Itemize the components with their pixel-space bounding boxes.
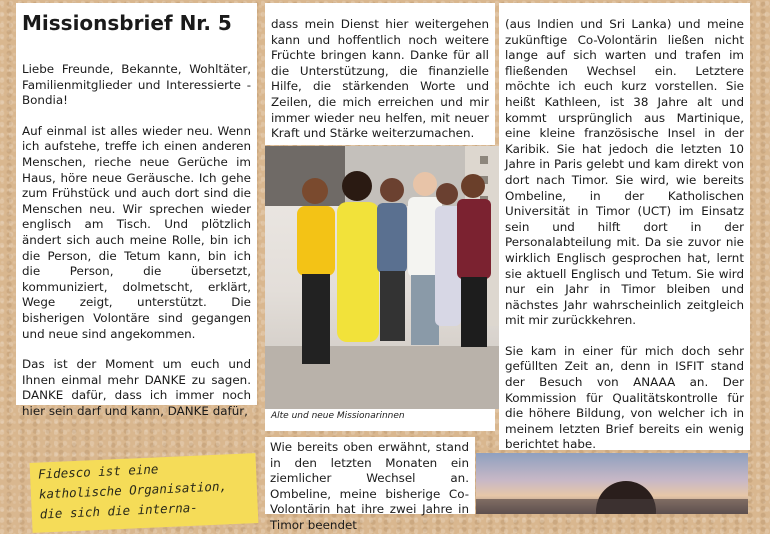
greeting-paragraph: Liebe Freunde, Bekannte, Wohltäter, Familienmitglieder und Interessierte - Bondia!	[22, 62, 251, 108]
column-middle-bottom	[265, 437, 475, 532]
column-right	[499, 3, 750, 450]
column-left	[16, 3, 257, 418]
body-paragraph: dass mein Dienst hier weitergehen kann und hoffentlich noch weitere Früchte bringen kann. Danke für all die Unterstützung, die finanzielle Hilfe, die stärkenden Worte und Zeilen, die mich erreichen und mir immer wieder neu helfen, mit neuer Kraft und Stärke weiterzumachen.	[271, 17, 489, 141]
body-paragraph: Das ist der Moment um euch und Ihnen einmal mehr DANKE zu sagen. DANKE dafür, dass ich immer noch hier sein darf und kann, DANKE dafür,	[22, 357, 251, 418]
column-middle-top	[265, 3, 495, 145]
body-paragraph: Wie bereits oben erwähnt, stand in den letzten Monaten ein ziemlicher Wechsel an. Ombeline, meine bisherige Co-Volontärin hat ihre zwei Jahre in Timor beendet	[270, 440, 469, 532]
body-paragraph: Sie kam in einer für mich doch sehr gefüllten Zeit an, denn in ISFIT stand der Besuch von ANAAA an. Der Kommission für Qualitätskontrolle für die höhere Bildung, von welcher ich in meinem letzten Brief bereits ein wenig berichtet habe.	[505, 343, 744, 452]
photo-caption: Alte und neue Missionarinnen	[265, 409, 495, 431]
body-paragraph: (aus Indien und Sri Lanka) und meine zukünftige Co-Volontärin ließen nicht lange auf sich warten und trafen im fließenden Wechsel ein. Letztere möchte ich euch kurz vorstellen. Sie heißt Kathleen, ist 38 Jahre alt und kommt ursprünglich aus Martinique, eine kleine französische Insel in der Karibik. Sie hat jedoch die letzten 10 Jahre in Paris gelebt und kam direkt von dort nach Timor. Sie wird, wie bereits Ombeline, in der Katholischen Universität in Timor (UCT) im Einsatz sein und hilft dort in der Personalabteilung mit. Da sie zuvor nie wirklich Englisch gesprochen hat, lernt sie aktuell Englisch und Tetum. Sie wird nur ein Jahr in Timor bleiben und nächstes Jahr wahrscheinlich zeitgleich mit mir zurückkehren.	[505, 17, 744, 328]
group-photo	[265, 146, 530, 409]
body-paragraph: Auf einmal ist alles wieder neu. Wenn ich aufstehe, treffe ich einen anderen Menschen, rieche neue Gerüche im Haus, höre neue Geräusche. Ich gehe zum Frühstück und auch dort sind die Menschen neu. Wir sprechen wieder englisch am Tisch. Und plötzlich ändert sich auch meine Rolle, bin ich die Person, die Tetum kann, bin ich die Person, die übersetzt, kommuniziert, dolmetscht, erklärt, Wege zeigt, unterstützt. Die bisherigen Volontäre sind gegangen und neue sind angekommen.	[22, 123, 251, 341]
sticky-note: Fidesco ist eine katholische Organisation, die sich die interna-	[30, 453, 259, 533]
sunset-photo	[476, 453, 748, 514]
page-title: Missionsbrief Nr. 5	[22, 11, 232, 35]
